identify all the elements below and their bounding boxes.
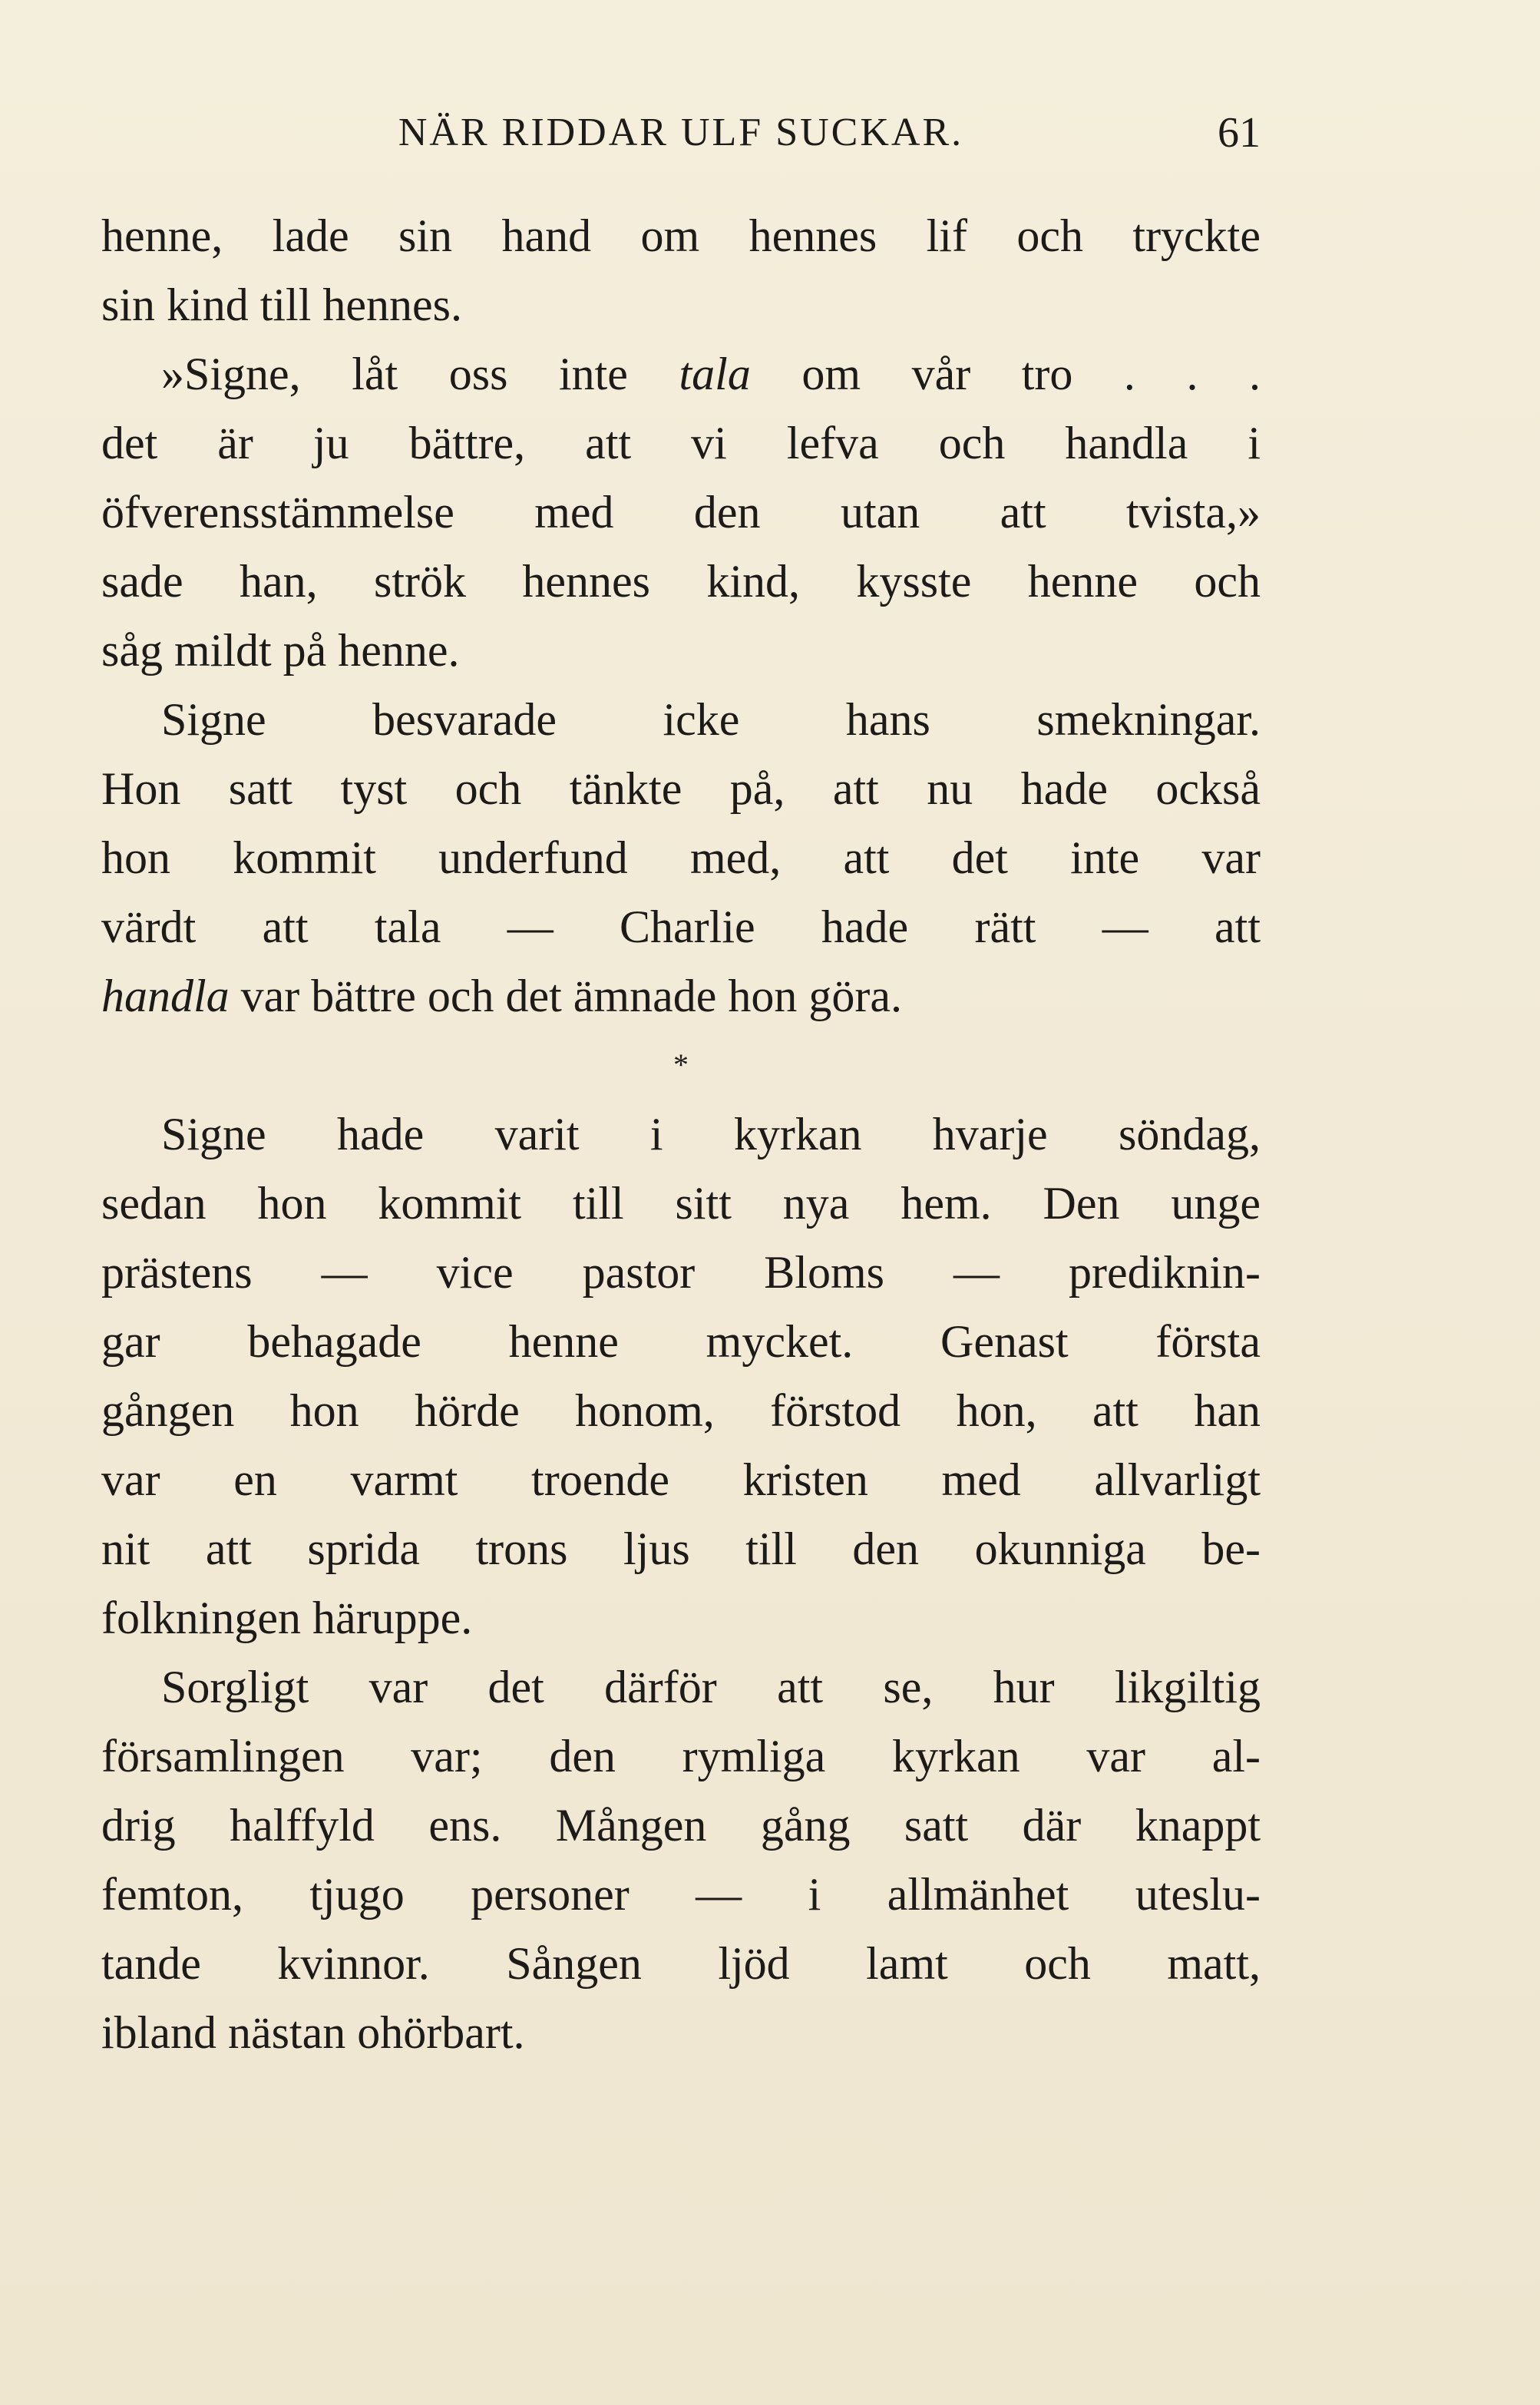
text-line: femton, tjugo personer — i allmänhet uteslu- xyxy=(101,1869,1261,1920)
text-line: hon kommit underfund med, att det inte var xyxy=(101,832,1261,883)
text-line: gar behagade henne mycket. Genast första xyxy=(101,1316,1261,1367)
text-line: värdt att tala — Charlie hade rätt — att xyxy=(101,901,1261,952)
text-line: nit att sprida trons ljus till den okunniga be- xyxy=(101,1523,1261,1574)
text-line xyxy=(101,961,1261,1030)
text-line: prästens — vice pastor Bloms — prediknin- xyxy=(101,1247,1261,1298)
text-fragment: »Signe, låt oss inte xyxy=(161,349,679,399)
text-line: tande kvinnor. Sången ljöd lamt och matt, xyxy=(101,1938,1261,1989)
text-line: ibland nästan ohörbart. xyxy=(101,2007,525,2058)
text-line: sin kind till hennes. xyxy=(101,280,462,330)
italic-word: tala xyxy=(679,349,751,399)
text-line: såg mildt på henne. xyxy=(101,625,460,676)
running-title: NÄR RIDDAR ULF SUCKAR. xyxy=(398,111,964,154)
text-line: sade han, strök hennes kind, kysste henne och xyxy=(101,556,1261,607)
text-line: det är ju bättre, att vi lefva och handla i xyxy=(101,418,1261,468)
text-line: gången hon hörde honom, förstod hon, att han xyxy=(101,1385,1261,1436)
running-head xyxy=(101,106,1261,160)
text-fragment: var bättre och det ämnade hon göra. xyxy=(229,971,902,1021)
text-line: Sorgligt var det därför att se, hur likgiltig xyxy=(161,1662,1261,1712)
text-line: Signe hade varit i kyrkan hvarje söndag, xyxy=(161,1109,1261,1159)
text-line: Signe besvarade icke hans smekningar. xyxy=(161,694,1261,745)
section-separator: * xyxy=(673,1047,689,1082)
text-fragment: om vår tro . . . xyxy=(750,349,1261,399)
text-line: öfverensstämmelse med den utan att tvista,» xyxy=(101,487,1261,538)
text-line: drig halffyld ens. Mången gång satt där knappt xyxy=(101,1800,1261,1851)
text-line: var en varmt troende kristen med allvarligt xyxy=(101,1454,1261,1505)
text-line: Hon satt tyst och tänkte på, att nu hade också xyxy=(101,763,1261,814)
text-line: sedan hon kommit till sitt nya hem. Den unge xyxy=(101,1178,1261,1229)
body-text xyxy=(101,201,1261,2067)
text-line xyxy=(101,339,1261,409)
text-line: henne, lade sin hand om hennes lif och tryckte xyxy=(101,210,1261,261)
page-number: 61 xyxy=(1218,109,1261,157)
italic-word: handla xyxy=(101,971,230,1021)
text-line: församlingen var; den rymliga kyrkan var al- xyxy=(101,1731,1261,1781)
text-line: folkningen häruppe. xyxy=(101,1593,473,1643)
